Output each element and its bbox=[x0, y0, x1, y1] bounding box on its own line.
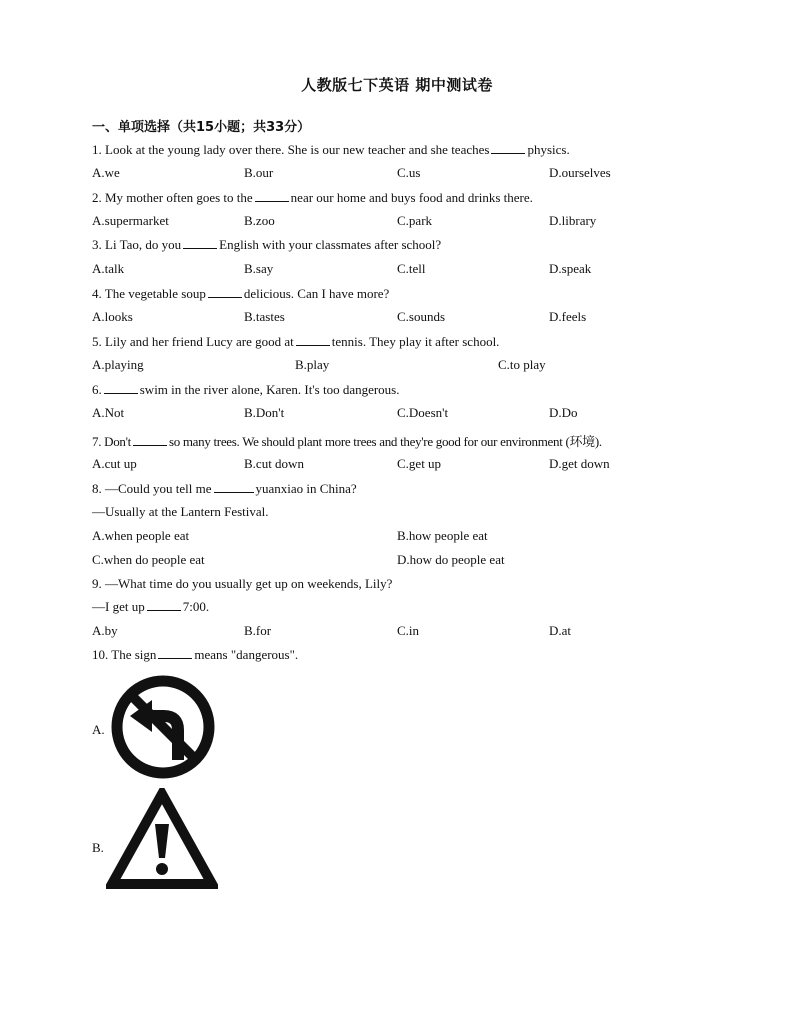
option-c: C.tell bbox=[397, 261, 426, 276]
option-b: B.our bbox=[244, 165, 274, 180]
warning-sign-icon bbox=[106, 788, 218, 890]
question-text: swim in the river alone, Karen. It's too dangerous. bbox=[139, 382, 400, 397]
answer-blank bbox=[104, 383, 138, 394]
question-9-reply bbox=[92, 599, 209, 615]
question-text: 5. Lily and her friend Lucy are good at bbox=[92, 334, 294, 349]
option-c: C.us bbox=[397, 165, 421, 180]
answer-blank bbox=[208, 287, 242, 298]
question-5 bbox=[92, 334, 499, 350]
question-6 bbox=[92, 382, 400, 398]
option-d: D.how do people eat bbox=[397, 552, 505, 567]
option-b: B.say bbox=[244, 261, 274, 276]
question-3 bbox=[92, 237, 441, 253]
question-text: 10. The sign bbox=[92, 647, 157, 662]
option-a: A.supermarket bbox=[92, 213, 169, 228]
question-4 bbox=[92, 286, 389, 302]
question-text: tennis. They play it after school. bbox=[331, 334, 500, 349]
question-8-reply: —Usually at the Lantern Festival. bbox=[92, 504, 269, 519]
answer-blank bbox=[214, 482, 254, 493]
question-text: physics. bbox=[527, 142, 570, 157]
question-7 bbox=[92, 431, 602, 450]
question-text: delicious. Can I have more? bbox=[243, 286, 390, 301]
option-b: B.how people eat bbox=[397, 528, 488, 543]
option-b: B.zoo bbox=[244, 213, 275, 228]
option-a: A.talk bbox=[92, 261, 125, 276]
option-c: C.in bbox=[397, 623, 420, 638]
question-text: 3. Li Tao, do you bbox=[92, 237, 182, 252]
option-b: B.play bbox=[295, 357, 330, 372]
question-text: 6. bbox=[92, 382, 102, 397]
option-a: A.playing bbox=[92, 357, 144, 372]
question-text: 4. The vegetable soup bbox=[92, 286, 206, 301]
question-text: means "dangerous". bbox=[194, 647, 299, 662]
question-text: yuanxiao in China? bbox=[255, 481, 357, 496]
option-a: A.looks bbox=[92, 309, 133, 324]
option-c: C.to play bbox=[498, 357, 546, 372]
option-d: D.at bbox=[549, 623, 572, 638]
option-c: C.sounds bbox=[397, 309, 446, 324]
question-8 bbox=[92, 481, 357, 497]
option-b: B. bbox=[92, 840, 104, 855]
option-a: A.cut up bbox=[92, 456, 137, 471]
question-1 bbox=[92, 142, 570, 158]
answer-blank bbox=[296, 335, 330, 346]
question-10 bbox=[92, 647, 298, 663]
section-heading: 一、单项选择（共15小题；共33分） bbox=[92, 120, 311, 135]
question-text: so many trees. We should plant more trees and they're good for our environment (环境). bbox=[168, 434, 602, 449]
option-a: A.by bbox=[92, 623, 118, 638]
option-a: A.when people eat bbox=[92, 528, 190, 543]
option-d: D.Do bbox=[549, 405, 578, 420]
option-c: C.park bbox=[397, 213, 433, 228]
no-left-turn-sign-icon bbox=[108, 672, 218, 782]
question-9: 9. —What time do you usually get up on weekends, Lily? bbox=[92, 576, 393, 591]
answer-blank bbox=[255, 191, 289, 202]
option-d: D.get down bbox=[549, 456, 610, 471]
option-b: B.cut down bbox=[244, 456, 304, 471]
option-a: A. bbox=[92, 722, 105, 737]
question-text: —I get up bbox=[92, 599, 145, 614]
answer-blank bbox=[133, 435, 167, 446]
option-c: C.Doesn't bbox=[397, 405, 449, 420]
option-c: C.get up bbox=[397, 456, 442, 471]
question-text: English with your classmates after school? bbox=[219, 237, 442, 252]
option-b: B.for bbox=[244, 623, 272, 638]
option-d: D.feels bbox=[549, 309, 587, 324]
answer-blank bbox=[147, 600, 181, 611]
question-text: 2. My mother often goes to the bbox=[92, 190, 253, 205]
question-text: 7:00. bbox=[182, 599, 210, 614]
option-b: B.tastes bbox=[244, 309, 285, 324]
option-b: B.Don't bbox=[244, 405, 285, 420]
option-c: C.when do people eat bbox=[92, 552, 205, 567]
option-a: A.we bbox=[92, 165, 120, 180]
answer-blank bbox=[183, 238, 217, 249]
option-d: D.ourselves bbox=[549, 165, 611, 180]
option-d: D.speak bbox=[549, 261, 592, 276]
question-text: near our home and buys food and drinks there. bbox=[290, 190, 533, 205]
question-2 bbox=[92, 190, 533, 206]
answer-blank bbox=[491, 143, 525, 154]
option-a: A.Not bbox=[92, 405, 125, 420]
question-text: 1. Look at the young lady over there. She is our new teacher and she teaches bbox=[92, 142, 490, 157]
question-text: 7. Don't bbox=[92, 434, 131, 449]
page-title: 人教版七下英语 期中测试卷 bbox=[301, 76, 493, 94]
answer-blank bbox=[158, 648, 192, 659]
question-text: 8. —Could you tell me bbox=[92, 481, 212, 496]
option-d: D.library bbox=[549, 213, 597, 228]
